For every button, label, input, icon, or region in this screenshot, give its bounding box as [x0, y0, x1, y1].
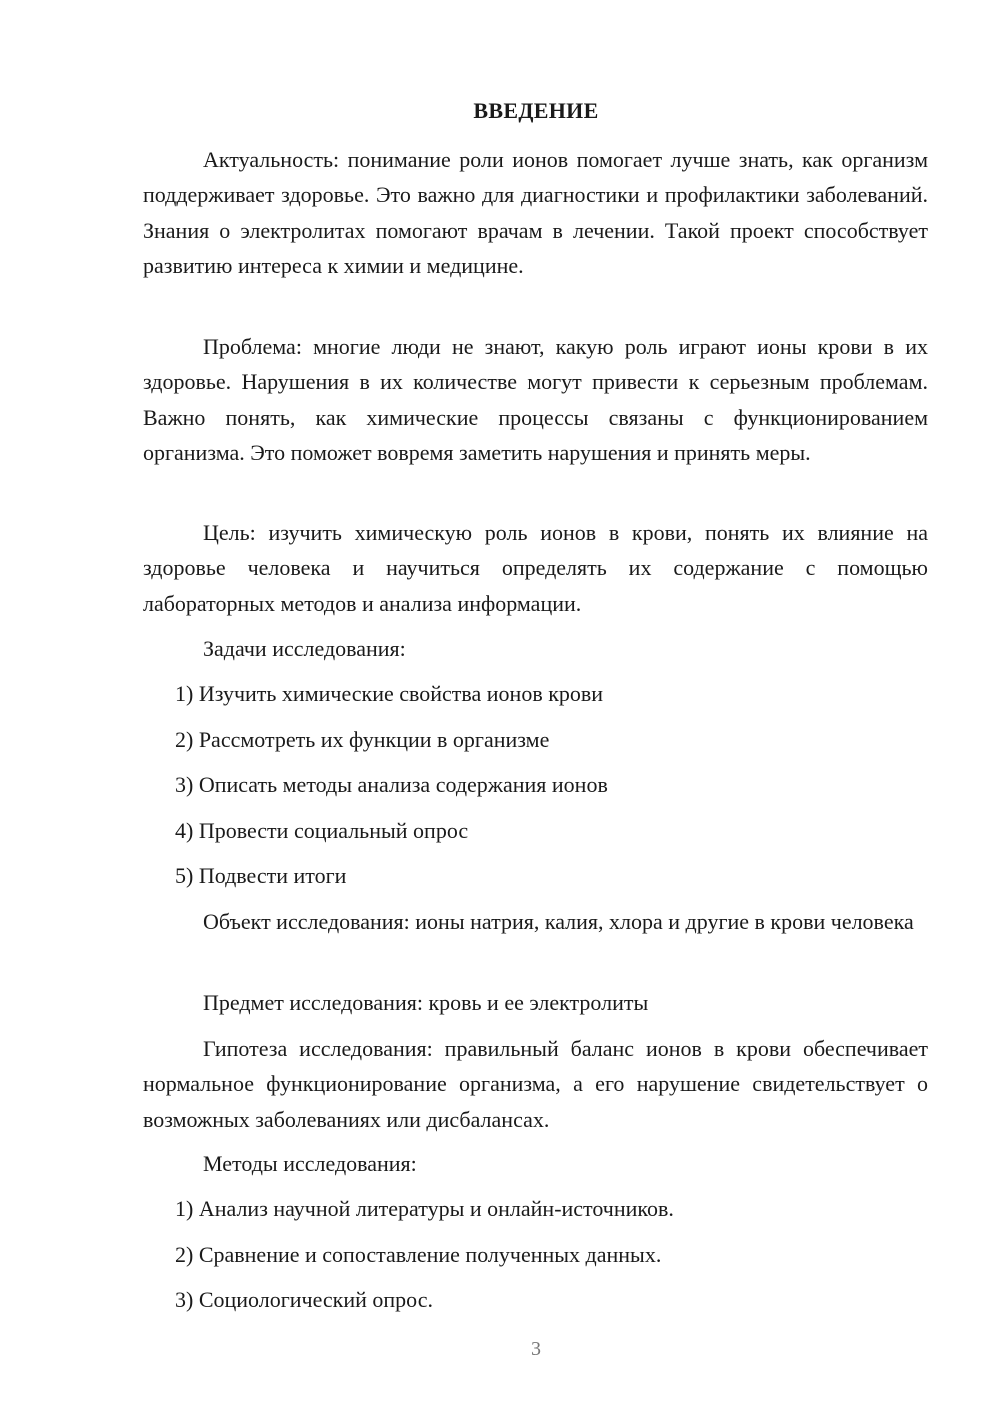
- page-number: 3: [531, 1338, 541, 1360]
- hypothesis-paragraph: [143, 1031, 928, 1137]
- relevance-text: Актуальность: понимание роли ионов помогает лучше знать, как организм поддерживает здоровье. Это важно для диагностики и профилактики заболеваний. Знания о электролитах помогают врачам в лечении. Такой проект способствует развитию интереса к химии и медицине.: [143, 147, 928, 278]
- methods-heading: Методы исследования:: [203, 1151, 417, 1176]
- hypothesis-text: Гипотеза исследования: правильный баланс ионов в крови обеспечивает нормальное функционирование организма, а его нарушение свидетельствует о возможных заболеваниях или дисбалансах.: [143, 1036, 928, 1132]
- goal-text: Цель: изучить химическую роль ионов в крови, понять их влияние на здоровье человека и научиться определять их содержание с помощью лабораторных методов и анализа информации.: [143, 520, 928, 616]
- task-item: 3) Описать методы анализа содержания ионов: [175, 772, 608, 797]
- object-text: Объект исследования: ионы натрия, калия, хлора и другие в крови человека: [203, 909, 914, 934]
- task-item: 5) Подвести итоги: [175, 863, 347, 888]
- problem-text: Проблема: многие люди не знают, какую роль играют ионы крови в их здоровье. Нарушения в их количестве могут привести к серьезным проблемам. Важно понять, как химические процессы связаны с функционированием организма. Это поможет вовремя заметить нарушения и принять меры.: [143, 334, 928, 465]
- tasks-heading: Задачи исследования:: [203, 636, 406, 661]
- relevance-paragraph: [143, 142, 928, 283]
- subject-line: Предмет исследования: кровь и ее электролиты: [203, 990, 649, 1015]
- task-item: 2) Рассмотреть их функции в организме: [175, 727, 550, 752]
- problem-paragraph: [143, 329, 928, 470]
- task-item: 4) Провести социальный опрос: [175, 818, 469, 843]
- goal-paragraph: [143, 515, 928, 621]
- method-item: 3) Социологический опрос.: [175, 1287, 433, 1312]
- method-item: 1) Анализ научной литературы и онлайн-источников.: [175, 1196, 674, 1221]
- page-title: ВВЕДЕНИЕ: [473, 98, 599, 123]
- task-item: 1) Изучить химические свойства ионов крови: [175, 681, 604, 706]
- object-paragraph: [143, 904, 928, 939]
- method-item: 2) Сравнение и сопоставление полученных данных.: [175, 1242, 662, 1267]
